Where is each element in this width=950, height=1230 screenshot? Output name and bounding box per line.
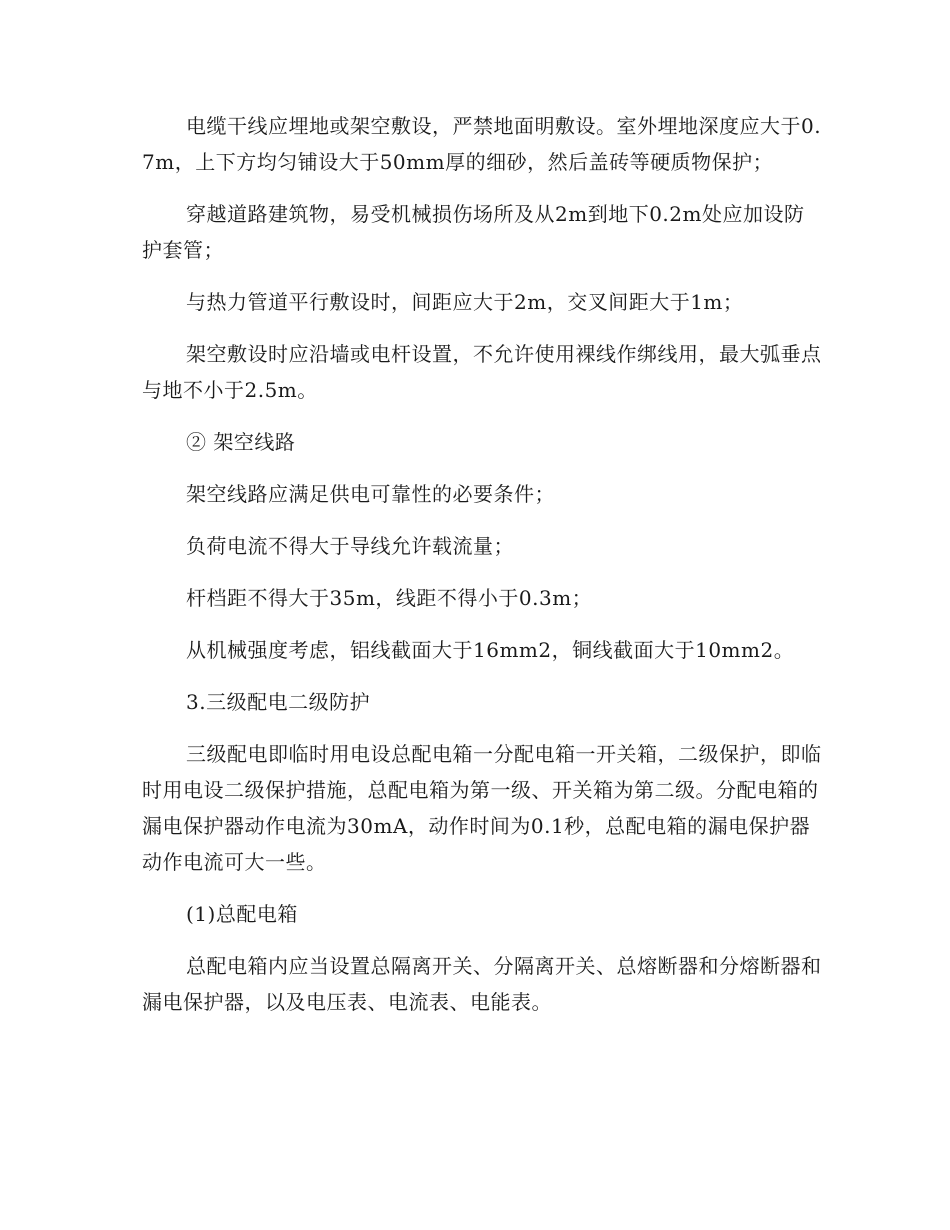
paragraph-overhead-laying: 架空敷设时应沿墙或电杆设置，不允许使用裸线作绑线用，最大弧垂点与地不小于2.5m。 [142, 342, 822, 402]
paragraph-three-level-distribution: 三级配电即临时用电设总配电箱一分配电箱一开关箱，二级保护，即临时用电设二级保护措施，总配电箱为第一级、开关箱为第二级。分配电箱的漏电保护器动作电流为30mA，动作时间为0.1秒，总配电箱的漏电保护器动作电流可大一些。 [142, 742, 822, 874]
paragraph-mechanical-strength: 从机械强度考虑，铝线截面大于16mm2，铜线截面大于10mm2。 [186, 638, 795, 662]
document-body [142, 108, 822, 1020]
heading-overhead-line: ② 架空线路 [186, 430, 296, 454]
paragraph-load-current: 负荷电流不得大于导线允许载流量； [186, 534, 514, 558]
heading-main-distribution-box: (1)总配电箱 [186, 902, 298, 926]
paragraph-crossing-road: 穿越道路建筑物，易受机械损伤场所及从2m到地下0.2m处应加设防护套管； [142, 202, 805, 262]
paragraph-cable-trunk: 电缆干线应埋地或架空敷设，严禁地面明敷设。室外埋地深度应大于0.7m，上下方均匀铺设大于50mm厚的细砂，然后盖砖等硬质物保护； [142, 114, 822, 174]
paragraph-span-distance: 杆档距不得大于35m，线距不得小于0.3m； [186, 586, 593, 610]
paragraph-overhead-reliability: 架空线路应满足供电可靠性的必要条件； [186, 482, 555, 506]
heading-three-level-distribution: 3.三级配电二级防护 [186, 690, 371, 714]
paragraph-heat-pipe: 与热力管道平行敷设时，间距应大于2m，交叉间距大于1m； [186, 290, 744, 314]
paragraph-main-distribution-box: 总配电箱内应当设置总隔离开关、分隔离开关、总熔断器和分熔断器和漏电保护器，以及电压表、电流表、电能表。 [142, 954, 822, 1014]
